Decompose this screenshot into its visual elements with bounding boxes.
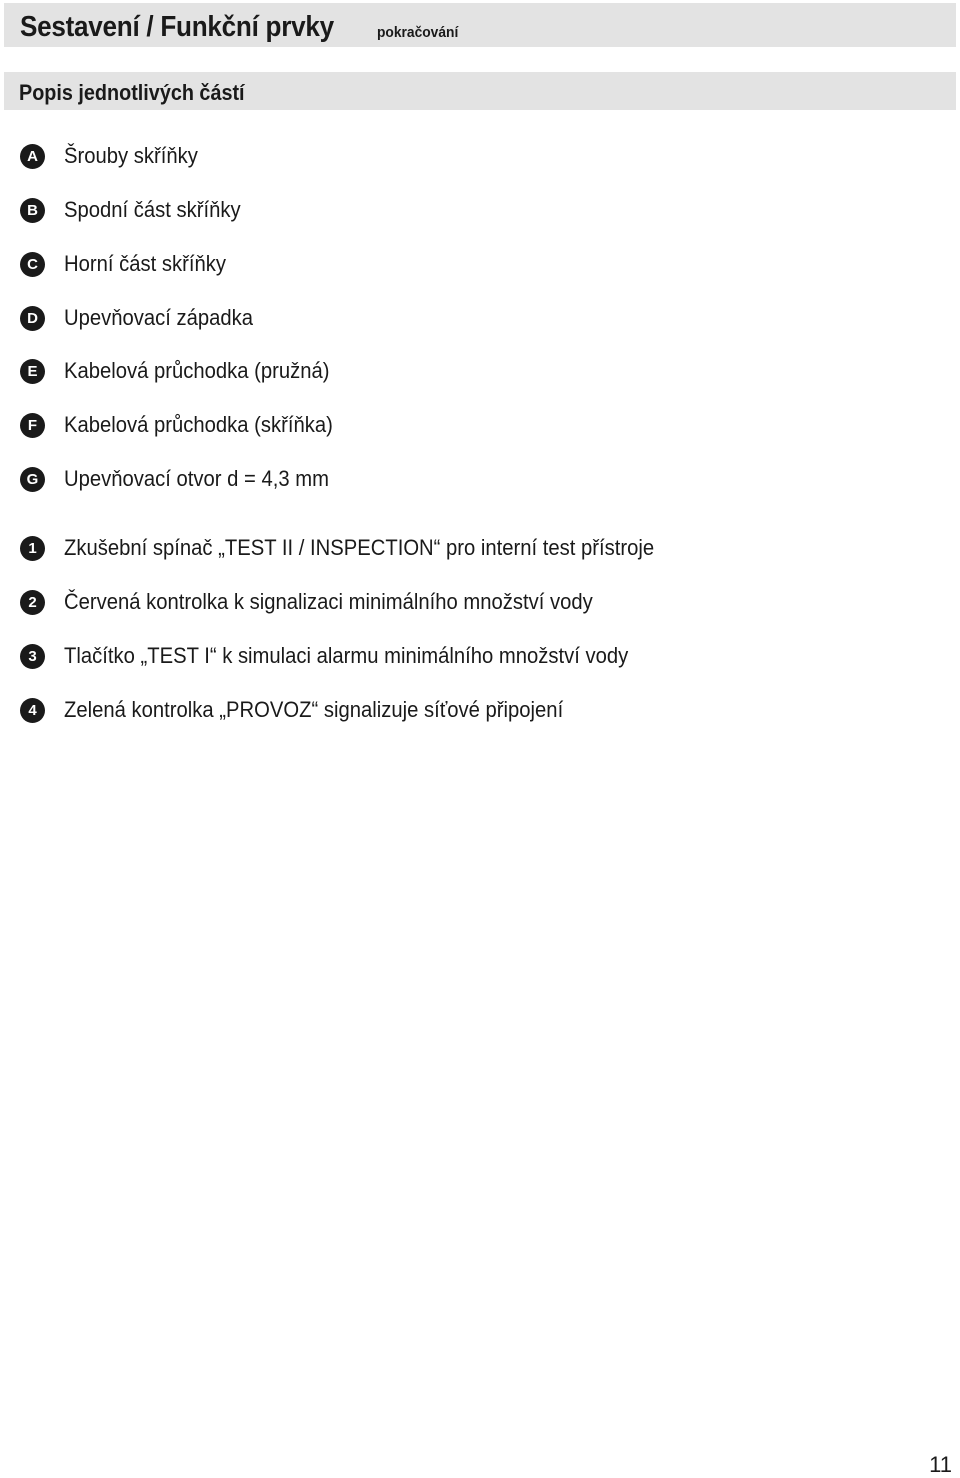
list-item — [20, 249, 240, 279]
item-label: Kabelová průchodka (skříňka) — [64, 412, 333, 437]
marker-badge: C — [20, 252, 45, 277]
marker-badge: D — [20, 306, 45, 331]
list-item — [20, 141, 210, 171]
section-title: Popis jednotlivých částí — [19, 80, 245, 105]
marker-badge: 4 — [20, 698, 45, 723]
list-item — [20, 533, 705, 563]
item-label: Šrouby skříňky — [64, 143, 198, 168]
marker-badge: 2 — [20, 590, 45, 615]
list-item — [20, 356, 353, 386]
item-label: Červená kontrolka k signalizaci minimálního množství vody — [64, 589, 593, 614]
marker-badge: G — [20, 467, 45, 492]
header-bar — [4, 3, 956, 47]
list-item — [20, 641, 677, 671]
marker-badge: 1 — [20, 536, 45, 561]
list-item — [20, 464, 352, 494]
item-label: Zkušební spínač „TEST II / INSPECTION“ pro interní test přístroje — [64, 535, 655, 560]
list-item — [20, 587, 639, 617]
list-item — [20, 195, 256, 225]
marker-badge: E — [20, 359, 45, 384]
section-heading-bar — [4, 72, 956, 110]
item-label: Horní část skříňky — [64, 251, 226, 276]
item-label: Kabelová průchodka (pružná) — [64, 358, 330, 383]
list-item — [20, 410, 356, 440]
list-item — [20, 695, 607, 725]
marker-badge: F — [20, 413, 45, 438]
list-item — [20, 303, 269, 333]
marker-badge: A — [20, 144, 45, 169]
page-number: 11 — [929, 1452, 952, 1477]
item-label: Zelená kontrolka „PROVOZ“ signalizuje síťové připojení — [64, 697, 564, 722]
item-label: Spodní část skříňky — [64, 197, 241, 222]
item-label: Upevňovací západka — [64, 305, 254, 330]
item-label: Tlačítko „TEST I“ k simulaci alarmu minimálního množství vody — [64, 643, 629, 668]
page-title: Sestavení / Funkční prvky — [20, 11, 334, 43]
item-label: Upevňovací otvor d = 4,3 mm — [64, 466, 329, 491]
page-subtitle: pokračování — [377, 24, 459, 41]
marker-badge: 3 — [20, 644, 45, 669]
marker-badge: B — [20, 198, 45, 223]
